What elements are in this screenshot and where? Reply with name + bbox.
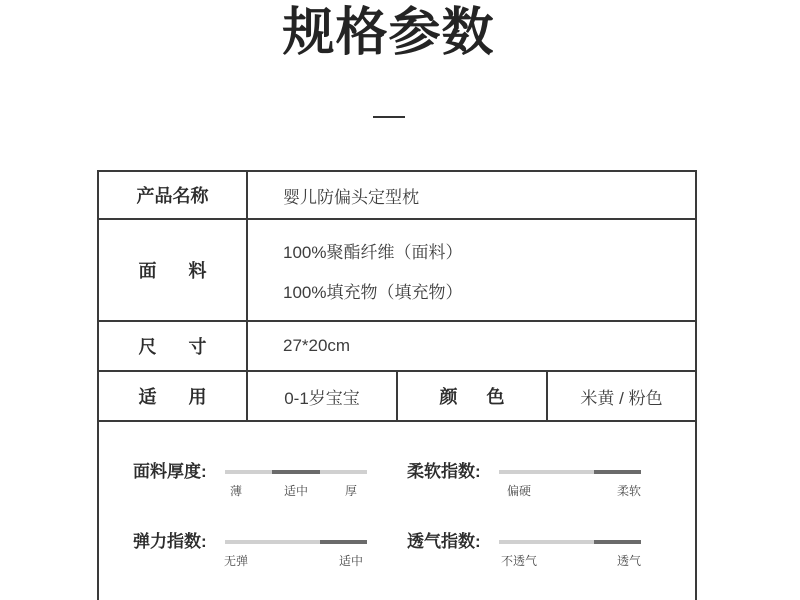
color-label: 颜色 [439,387,534,407]
suitable-label-cell [99,372,248,420]
level-track [225,470,367,474]
size-value: 27*20cm [283,336,351,355]
spec-row-product-name [99,172,695,220]
spec-table [97,170,697,600]
indicator-label: 透气指数: [407,532,481,551]
title-divider [373,116,405,118]
color-label-cell [398,372,548,420]
spec-row-suitable-color [99,372,695,422]
level-fill [594,470,641,474]
spec-row-size [99,322,695,372]
material-label-cell [99,220,248,320]
level-ticks [499,554,641,568]
material-value-filling: 100%填充物（填充物） [283,283,463,302]
level-fill [320,540,367,544]
breathability-indicator [407,532,667,572]
tick-label: 柔软 [616,484,642,498]
material-value-fabric: 100%聚酯纤维（面料） [283,243,463,262]
tick-label: 透气 [616,554,642,568]
indicator-label: 面料厚度: [133,462,207,481]
spec-row-material [99,220,695,322]
product-name-value: 婴儿防偏头定型枕 [283,187,419,207]
tick-label: 适中 [338,554,364,568]
color-value: 米黄 / 粉色 [580,388,663,408]
level-ticks [225,484,367,498]
spec-row-indices [99,422,695,600]
tick-label: 不透气 [500,554,538,568]
level-fill [272,470,319,474]
level-fill [594,540,641,544]
size-label-cell [99,322,248,370]
tick-label: 厚 [344,484,358,498]
softness-indicator [407,462,667,502]
tick-label: 薄 [229,484,243,498]
level-ticks [499,484,641,498]
fabric-thickness-indicator [133,462,393,502]
page-title: 规格参数 [282,4,495,62]
product-name-label: 产品名称 [99,172,248,218]
level-ticks [225,554,367,568]
indicator-label: 弹力指数: [133,532,207,551]
suitable-value: 0-1岁宝宝 [248,372,398,420]
tick-label: 适中 [283,484,309,498]
level-track [499,470,641,474]
material-label: 面料 [138,261,239,281]
indicator-label: 柔软指数: [407,462,481,481]
size-label: 尺寸 [138,337,239,357]
suitable-label: 适用 [138,387,239,407]
level-track [225,540,367,544]
tick-label: 偏硬 [506,484,532,498]
elasticity-indicator [133,532,393,572]
level-track [499,540,641,544]
tick-label: 无弹 [223,554,249,568]
material-value-cell [248,220,695,320]
